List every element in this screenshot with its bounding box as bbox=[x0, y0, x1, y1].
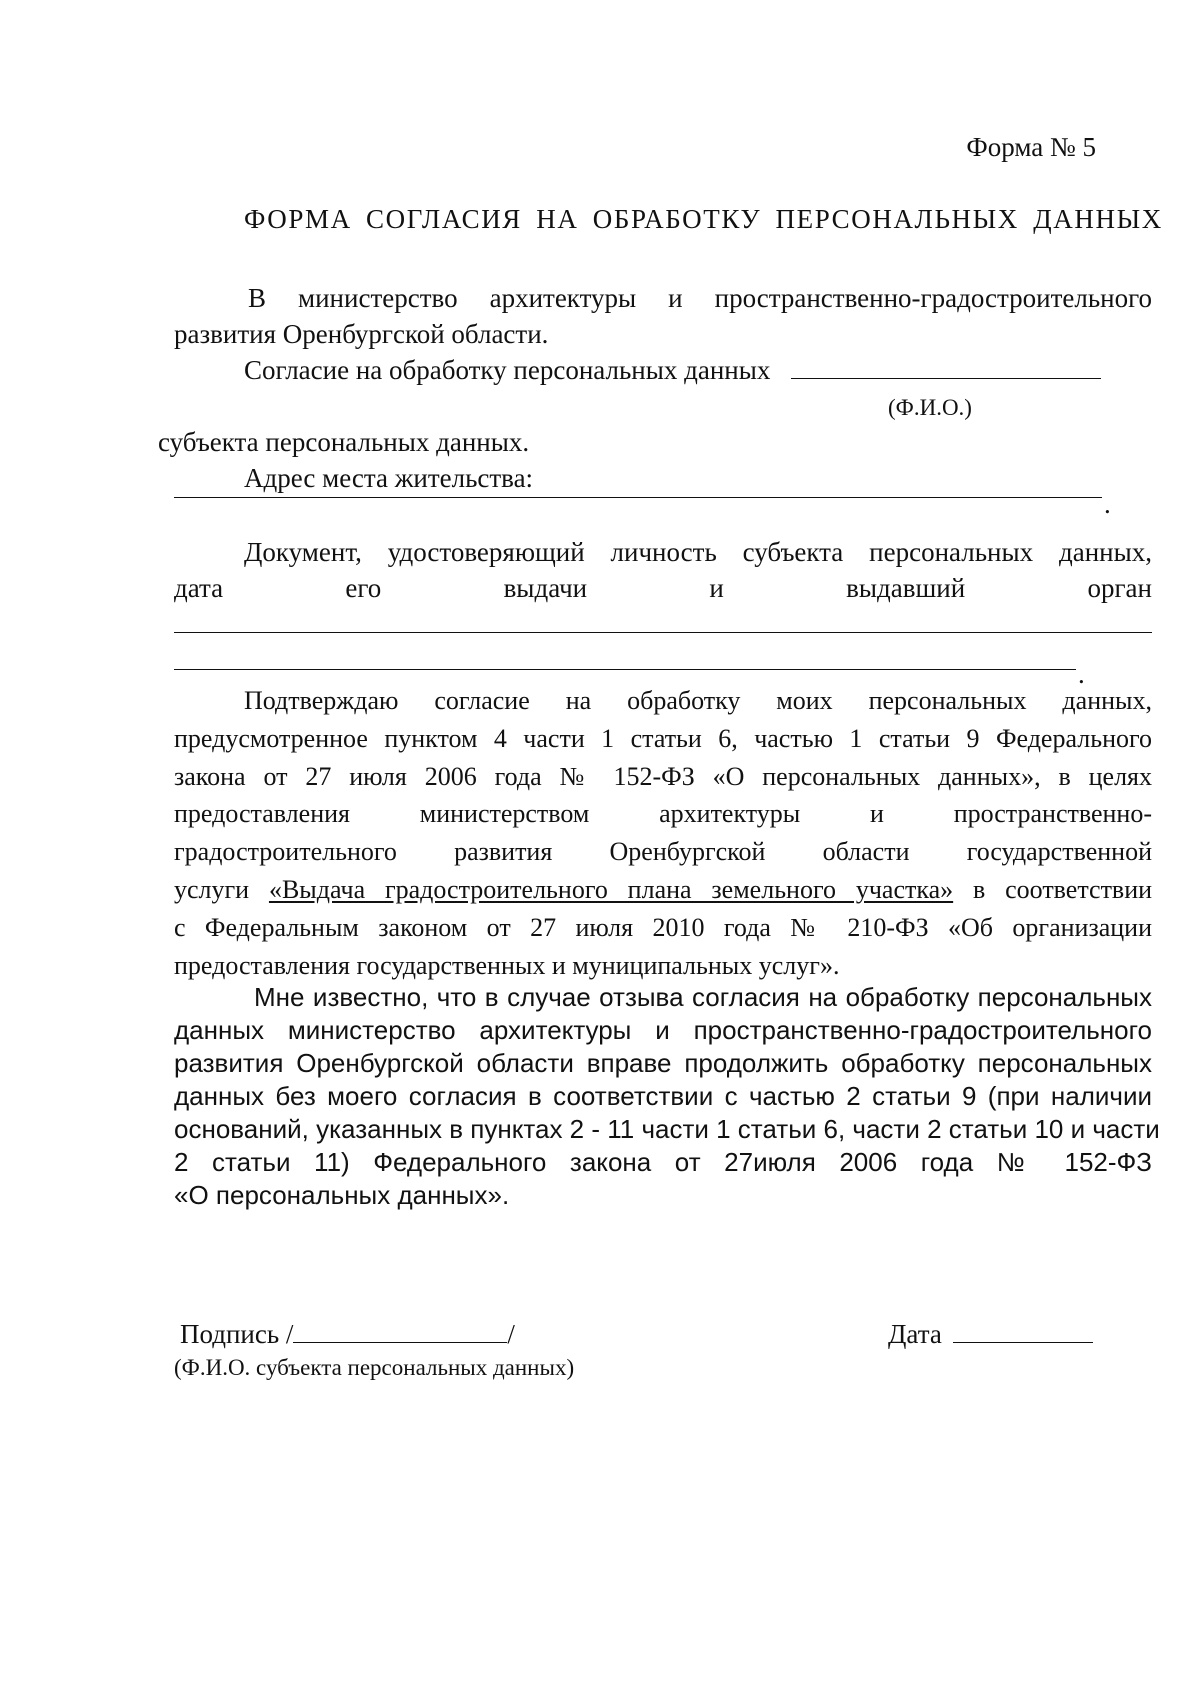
signature-input-line[interactable] bbox=[293, 1318, 507, 1343]
confirmation-line: предоставления государственных и муниципальных услуг». bbox=[174, 950, 840, 980]
signature-row bbox=[180, 1316, 780, 1352]
confirmation-line: градостроительного развития Оренбургской области государственной bbox=[174, 837, 1152, 867]
confirmation-line: с Федеральным законом от 27 июля 2010 года № 210-ФЗ «Об организации bbox=[174, 912, 1152, 942]
address-label: Адрес места жительства: bbox=[244, 463, 534, 493]
addressee-line-1: В министерство архитектуры и пространственно-градостроительного bbox=[248, 283, 1152, 313]
date-input-line[interactable] bbox=[953, 1318, 1093, 1343]
doc-word: и bbox=[709, 573, 724, 603]
document-title: ФОРМА СОГЛАСИЯ НА ОБРАБОТКУ ПЕРСОНАЛЬНЫХ ДАННЫХ bbox=[244, 204, 1163, 234]
consent-label-row bbox=[244, 352, 1144, 388]
service-prefix: услуги bbox=[174, 874, 250, 904]
form-number: Форма № 5 bbox=[966, 132, 1096, 162]
document-line-1: Документ, удостоверяющий личность субъекта персональных данных, bbox=[244, 537, 1152, 567]
fio-input-line[interactable] bbox=[791, 354, 1101, 379]
document-input-line-1[interactable] bbox=[174, 632, 1152, 633]
confirmation-paragraph bbox=[174, 682, 1152, 984]
notice-line: 2 статьи 11) Федерального закона от 27июля 2006 года № 152-ФЗ bbox=[174, 1147, 1152, 1177]
confirmation-line: закона от 27 июля 2006 года № 152-ФЗ «О персональных данных», в целях bbox=[174, 761, 1152, 791]
service-name-link: «Выдача градостроительного плана земельного участка» bbox=[268, 874, 954, 904]
date-label: Дата bbox=[888, 1319, 942, 1349]
notice-line: Мне известно, что в случае отзыва согласия на обработку персональных bbox=[254, 982, 1152, 1012]
notice-line: оснований, указанных в пунктах 2 - 11 части 1 статьи 6, части 2 статьи 10 и части bbox=[174, 1114, 1160, 1144]
service-suffix: в соответствии bbox=[973, 874, 1153, 904]
notice-line: развития Оренбургской области вправе продолжить обработку персональных bbox=[174, 1048, 1152, 1078]
notice-line: «О персональных данных». bbox=[174, 1180, 510, 1210]
doc-word: выдавший bbox=[846, 573, 966, 603]
address-input-line[interactable] bbox=[174, 497, 1102, 498]
confirmation-line: предоставления министерством архитектуры и пространственно- bbox=[174, 799, 1152, 829]
confirmation-line: предусмотренное пунктом 4 части 1 статьи 6, частью 1 статьи 9 Федерального bbox=[174, 723, 1152, 753]
document-end-mark: . bbox=[1078, 659, 1085, 689]
subject-text: субъекта персональных данных. bbox=[158, 427, 530, 457]
doc-word: выдачи bbox=[503, 573, 588, 603]
date-row bbox=[888, 1316, 1148, 1352]
notice-line: данных министерство архитектуры и пространственно-градостроительного bbox=[174, 1015, 1152, 1045]
fio-caption: (Ф.И.О.) bbox=[888, 395, 972, 420]
document-line-2 bbox=[174, 570, 1152, 606]
confirmation-service-line bbox=[174, 871, 1152, 909]
signature-caption: (Ф.И.О. субъекта персональных данных) bbox=[174, 1355, 575, 1380]
doc-word: дата bbox=[174, 573, 224, 603]
document-input-line-2[interactable] bbox=[174, 669, 1076, 670]
signature-label: Подпись / bbox=[180, 1319, 294, 1349]
notice-paragraph bbox=[174, 981, 1160, 1212]
confirmation-line: Подтверждаю согласие на обработку моих персональных данных, bbox=[244, 686, 1152, 715]
address-end-mark: . bbox=[1104, 489, 1111, 519]
consent-label: Согласие на обработку персональных данных bbox=[244, 355, 771, 385]
doc-word: орган bbox=[1087, 573, 1152, 603]
addressee-line-2: развития Оренбургской области. bbox=[174, 319, 549, 349]
notice-line: данных без моего согласия в соответствии с частью 2 статьи 9 (при наличии bbox=[174, 1081, 1152, 1111]
doc-word: его bbox=[345, 573, 382, 603]
signature-slash-end: / bbox=[507, 1319, 515, 1349]
